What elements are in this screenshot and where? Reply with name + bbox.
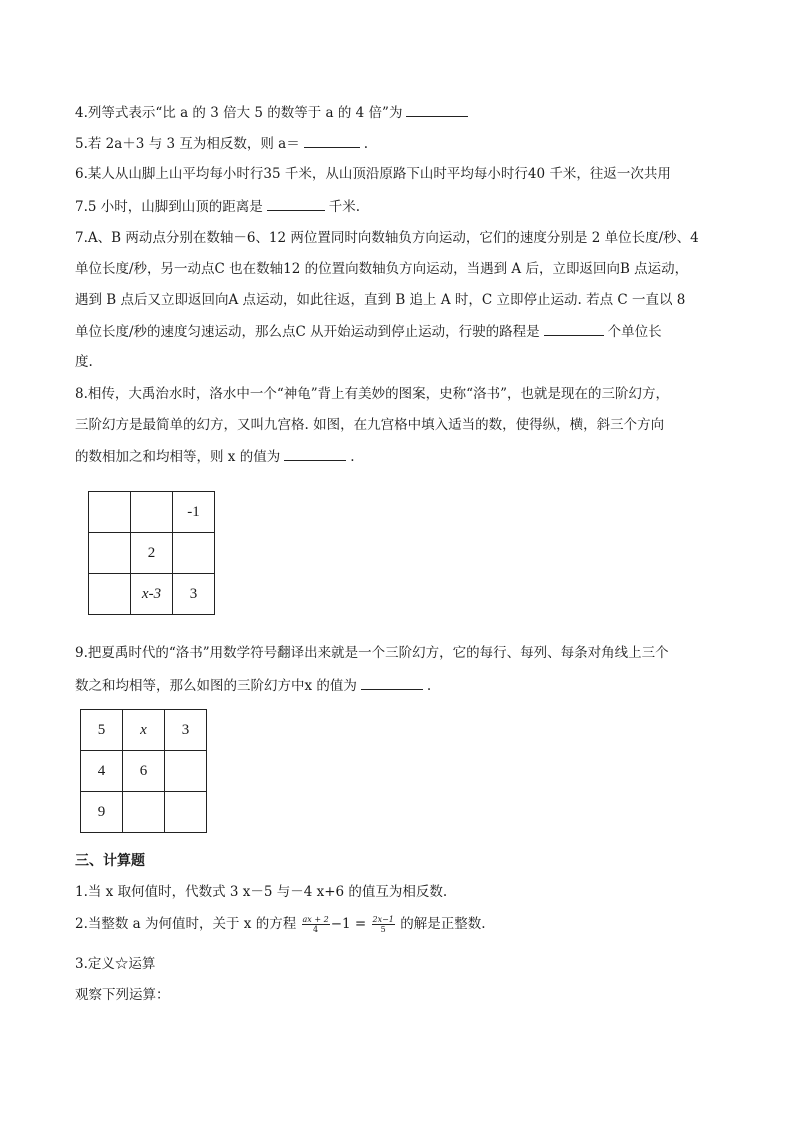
answer-blank[interactable] <box>284 446 346 461</box>
question-9-line-2 <box>75 675 431 696</box>
question-7-line-1: 7.A、B 两动点分别在数轴－6、12 两位置同时向数轴负方向运动，它们的速度分别是 2 单位长度/秒、4 <box>75 230 699 246</box>
grid-cell <box>165 751 207 792</box>
grid-cell <box>89 492 131 533</box>
question-7-line-3: 遇到 B 点后又立即返回向A 点运动，如此往返，直到 B 追上 A 时，C 立即停止运动. 若点 C 一直以 8 <box>75 292 686 308</box>
question-5-text: 5.若 2a＋3 与 3 互为相反数，则 a＝ <box>75 136 300 152</box>
question-9-line-1: 9.把夏禹时代的“洛书”用数学符号翻译出来就是一个三阶幻方，它的每行、每列、每条对角线上三个 <box>75 645 669 661</box>
question-8-line-3 <box>75 446 355 467</box>
answer-blank[interactable] <box>361 675 423 690</box>
grid-cell: 4 <box>81 751 123 792</box>
grid-cell <box>89 574 131 615</box>
grid-cell: 5 <box>81 710 123 751</box>
section-3-title: 三、计算题 <box>75 853 145 869</box>
fraction-denominator: 4 <box>313 925 319 934</box>
question-7-line-4 <box>75 321 662 342</box>
grid-cell <box>165 792 207 833</box>
calc-question-3-line-2: 观察下列运算： <box>75 987 170 1003</box>
grid-cell: -1 <box>173 492 215 533</box>
grid-cell: 3 <box>173 574 215 615</box>
question-4 <box>75 102 472 123</box>
question-5-end: . <box>363 136 368 152</box>
answer-blank[interactable] <box>267 196 325 211</box>
grid-cell <box>123 792 165 833</box>
fraction <box>302 915 330 934</box>
fraction <box>372 915 395 934</box>
question-7-text: 单位长度/秒的速度匀速运动，那么点C 从开始运动到停止运动，行驶的路程是 <box>75 324 540 340</box>
magic-square-grid-q9 <box>80 709 207 833</box>
question-9-text: 数之和均相等，那么如图的三阶幻方中x 的值为 <box>75 678 357 694</box>
fraction-numerator: ax + 2 <box>302 915 329 924</box>
grid-cell: 3 <box>165 710 207 751</box>
grid-cell: 6 <box>123 751 165 792</box>
calc-question-2 <box>75 914 486 934</box>
grid-cell: x-3 <box>131 574 173 615</box>
grid-cell: x <box>123 710 165 751</box>
grid-cell <box>173 533 215 574</box>
question-9-end: . <box>426 678 432 694</box>
question-7-unit: 个单位长 <box>607 324 662 340</box>
question-8-line-2: 三阶幻方是最简单的幻方，又叫九宫格. 如图，在九宫格中填入适当的数，使得纵，横，斜三个方向 <box>75 417 665 433</box>
question-7-line-2: 单位长度/秒，另一动点C 也在数轴12 的位置向数轴负方向运动，当遇到 A 后，立即返回向B 点运动， <box>75 261 689 277</box>
question-5 <box>75 133 368 154</box>
grid-cell <box>89 533 131 574</box>
question-4-text: 4.列等式表示“比 a 的 3 倍大 5 的数等于 a 的 4 倍”为 <box>75 105 403 121</box>
question-6-text: 7.5 小时，山脚到山顶的距离是 <box>75 199 263 215</box>
magic-square-grid-q8 <box>88 491 215 615</box>
calc-question-1: 1.当 x 取何值时，代数式 3 x－5 与－4 x+6 的值互为相反数. <box>75 884 448 900</box>
fraction-denominator: 5 <box>380 925 386 934</box>
fraction-numerator: 2x−1 <box>372 915 394 924</box>
question-8-end: . <box>350 449 355 465</box>
grid-cell: 2 <box>131 533 173 574</box>
answer-blank[interactable] <box>304 133 360 148</box>
equation-middle: −1 = <box>330 916 367 932</box>
question-8-text: 的数相加之和均相等，则 x 的值为 <box>75 449 281 465</box>
question-6-line-2 <box>75 196 360 217</box>
answer-blank[interactable] <box>406 102 468 117</box>
calc-question-2-end: 的解是正整数. <box>400 916 486 932</box>
question-7-line-5: 度. <box>75 354 93 370</box>
calc-question-2-text: 2.当整数 a 为何值时，关于 x 的方程 <box>75 916 297 932</box>
question-8-line-1: 8.相传，大禹治水时，洛水中一个“神龟”背上有美妙的图案，史称“洛书”，也就是现在的三阶幻方， <box>75 386 669 402</box>
answer-blank[interactable] <box>544 321 604 336</box>
grid-cell: 9 <box>81 792 123 833</box>
question-6-line-1: 6.某人从山脚上山平均每小时行35 千米，从山顶沿原路下山时平均每小时行40 千米，往返一次共用 <box>75 166 671 182</box>
calc-question-3-line-1: 3.定义☆运算 <box>75 956 156 972</box>
question-6-unit: 千米. <box>328 199 361 215</box>
grid-cell <box>131 492 173 533</box>
